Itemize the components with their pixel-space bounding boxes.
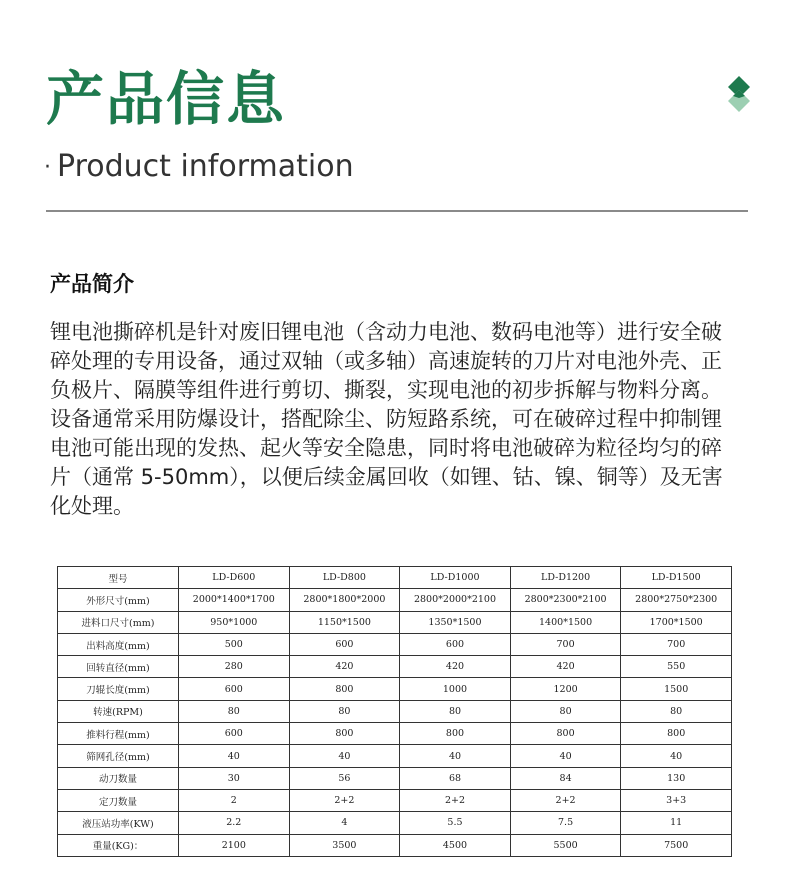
table-cell: 800 xyxy=(621,723,732,745)
table-cell: 84 xyxy=(510,767,621,789)
table-cell: 5.5 xyxy=(400,812,511,834)
table-cell: 2.2 xyxy=(179,812,290,834)
table-cell: 1700*1500 xyxy=(621,611,732,633)
page-title: 产品信息 xyxy=(46,65,287,133)
table-cell: 1000 xyxy=(400,678,511,700)
table-cell: 2800*2000*2100 xyxy=(400,589,511,611)
table-cell: 800 xyxy=(510,723,621,745)
table-cell: 7500 xyxy=(621,834,732,856)
spec-table-body xyxy=(58,589,732,857)
table-cell: 30 xyxy=(179,767,290,789)
table-cell: 2800*2300*2100 xyxy=(510,589,621,611)
table-cell: 40 xyxy=(621,745,732,767)
table-cell: 2 xyxy=(179,789,290,811)
table-cell: 420 xyxy=(510,656,621,678)
row-label-cell: 转速(RPM) xyxy=(58,700,179,722)
row-label-cell: 回转直径(mm) xyxy=(58,656,179,678)
model-header-cell: LD-D1000 xyxy=(400,567,511,589)
table-cell: 1400*1500 xyxy=(510,611,621,633)
table-cell: 4500 xyxy=(400,834,511,856)
table-cell: 2800*1800*2000 xyxy=(289,589,400,611)
table-cell: 800 xyxy=(289,678,400,700)
table-cell: 2+2 xyxy=(400,789,511,811)
table-row xyxy=(58,812,732,834)
table-cell: 68 xyxy=(400,767,511,789)
table-row xyxy=(58,656,732,678)
table-cell: 130 xyxy=(621,767,732,789)
table-cell: 700 xyxy=(510,633,621,655)
table-cell: 40 xyxy=(179,745,290,767)
row-label-cell: 动刀数量 xyxy=(58,767,179,789)
table-row xyxy=(58,700,732,722)
table-cell: 2+2 xyxy=(510,789,621,811)
table-cell: 40 xyxy=(510,745,621,767)
table-cell: 1500 xyxy=(621,678,732,700)
table-cell: 600 xyxy=(400,633,511,655)
page-subtitle xyxy=(44,149,354,184)
table-row xyxy=(58,723,732,745)
table-cell: 420 xyxy=(289,656,400,678)
table-cell: 5500 xyxy=(510,834,621,856)
table-cell: 80 xyxy=(179,700,290,722)
model-header-cell: LD-D1200 xyxy=(510,567,621,589)
table-cell: 600 xyxy=(289,633,400,655)
table-cell: 2+2 xyxy=(289,789,400,811)
row-label-cell: 进料口尺寸(mm) xyxy=(58,611,179,633)
header-divider xyxy=(46,210,748,212)
subtitle-bullet: · xyxy=(44,154,51,180)
table-row xyxy=(58,767,732,789)
diamond-logo-icon xyxy=(724,76,754,116)
row-label-cell: 推料行程(mm) xyxy=(58,723,179,745)
table-cell: 4 xyxy=(289,812,400,834)
table-cell: 1150*1500 xyxy=(289,611,400,633)
table-cell: 7.5 xyxy=(510,812,621,834)
table-row xyxy=(58,633,732,655)
table-cell: 40 xyxy=(289,745,400,767)
table-cell: 950*1000 xyxy=(179,611,290,633)
table-cell: 80 xyxy=(289,700,400,722)
table-cell: 600 xyxy=(179,678,290,700)
table-cell: 420 xyxy=(400,656,511,678)
row-label-cell: 外形尺寸(mm) xyxy=(58,589,179,611)
table-cell: 600 xyxy=(179,723,290,745)
table-row xyxy=(58,789,732,811)
table-cell: 2100 xyxy=(179,834,290,856)
table-cell: 56 xyxy=(289,767,400,789)
table-cell: 3500 xyxy=(289,834,400,856)
row-label-cell: 出料高度(mm) xyxy=(58,633,179,655)
table-cell: 280 xyxy=(179,656,290,678)
table-cell: 1200 xyxy=(510,678,621,700)
table-cell: 550 xyxy=(621,656,732,678)
header-label-cell: 型号 xyxy=(58,567,179,589)
model-header-cell: LD-D600 xyxy=(179,567,290,589)
intro-paragraph: 锂电池撕碎机是针对废旧锂电池（含动力电池、数码电池等）进行安全破碎处理的专用设备，通过双轴（或多轴）高速旋转的刀片对电池外壳、正负极片、隔膜等组件进行剪切、撕裂，实现电池的初步拆解与物料分离。设备通常采用防爆设计，搭配除尘、防短路系统，可在破碎过程中抑制锂电池可能出现的发热、起火等安全隐患，同时将电池破碎为粒径均匀的碎片（通常 5-50mm），以便后续金属回收（如锂、钴、镍、铜等）及无害化处理。 xyxy=(50,320,723,518)
table-cell: 800 xyxy=(289,723,400,745)
table-row xyxy=(58,745,732,767)
row-label-cell: 刀辊长度(mm) xyxy=(58,678,179,700)
table-cell: 11 xyxy=(621,812,732,834)
row-label-cell: 筛网孔径(mm) xyxy=(58,745,179,767)
table-row xyxy=(58,589,732,611)
row-label-cell: 定刀数量 xyxy=(58,789,179,811)
table-row xyxy=(58,678,732,700)
table-cell: 80 xyxy=(621,700,732,722)
table-cell: 1350*1500 xyxy=(400,611,511,633)
row-label-cell: 液压站功率(KW) xyxy=(58,812,179,834)
table-cell: 500 xyxy=(179,633,290,655)
table-header-row xyxy=(58,567,732,589)
table-cell: 80 xyxy=(510,700,621,722)
model-header-cell: LD-D1500 xyxy=(621,567,732,589)
table-row xyxy=(58,834,732,856)
section-heading: 产品简介 xyxy=(50,272,134,296)
table-cell: 700 xyxy=(621,633,732,655)
model-header-cell: LD-D800 xyxy=(289,567,400,589)
table-cell: 2800*2750*2300 xyxy=(621,589,732,611)
spec-table xyxy=(57,566,732,857)
table-cell: 2000*1400*1700 xyxy=(179,589,290,611)
table-cell: 3+3 xyxy=(621,789,732,811)
table-cell: 80 xyxy=(400,700,511,722)
subtitle-text: Product information xyxy=(57,149,354,184)
table-cell: 40 xyxy=(400,745,511,767)
table-cell: 800 xyxy=(400,723,511,745)
row-label-cell: 重量(KG)： xyxy=(58,834,179,856)
table-row xyxy=(58,611,732,633)
